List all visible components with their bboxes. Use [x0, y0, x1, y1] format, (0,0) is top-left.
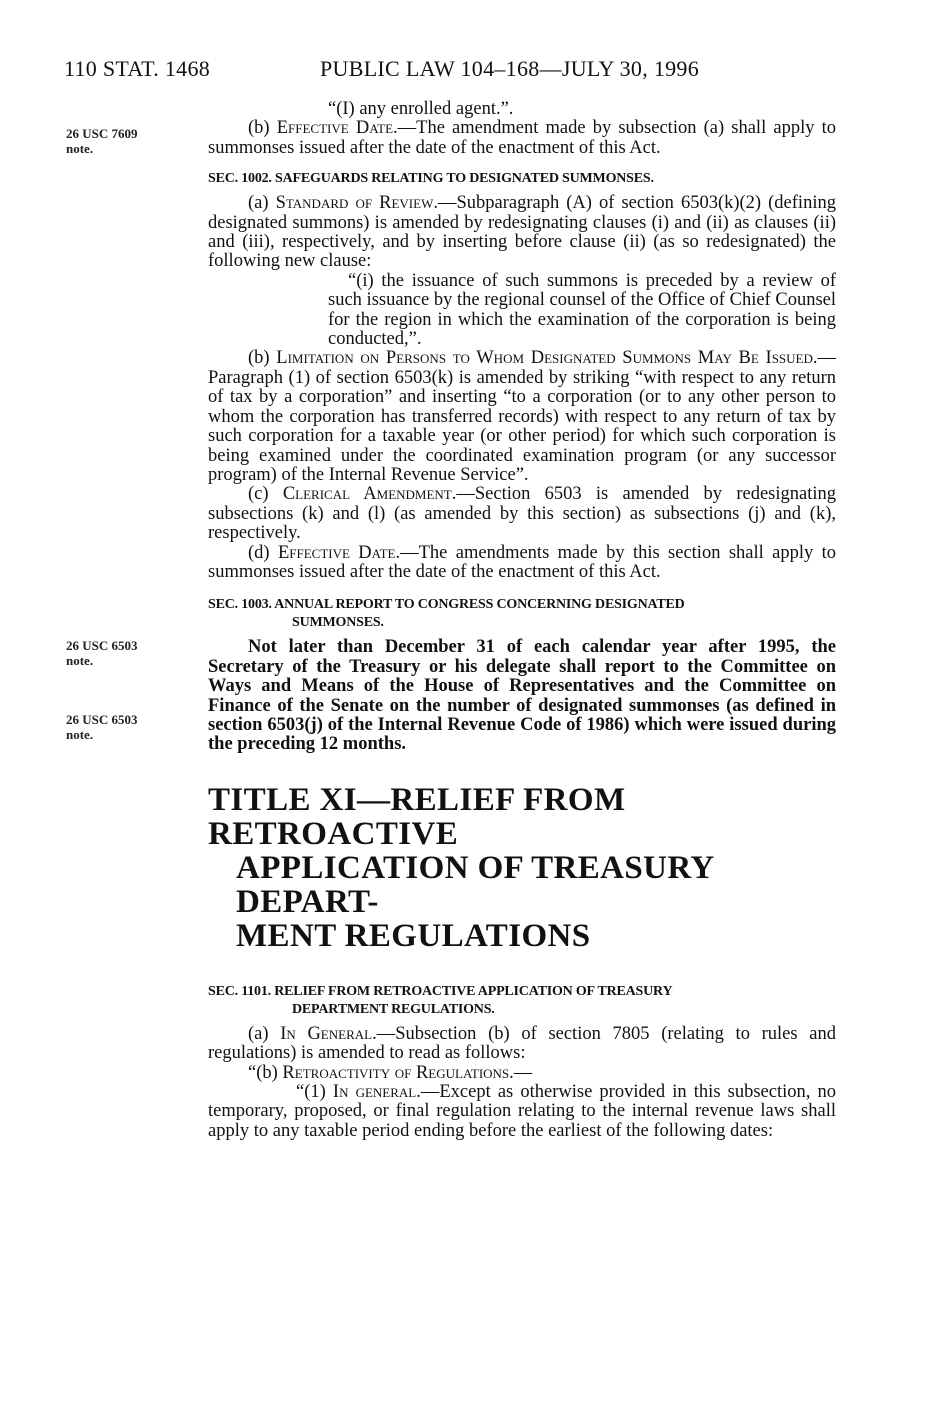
margin-note-6503-b: [66, 712, 138, 742]
paragraph-text: —: [513, 1062, 533, 1083]
paragraph-b-limitation: [208, 349, 836, 485]
margin-note-7609: [66, 126, 138, 156]
paragraph-1101-1: [208, 1083, 836, 1141]
section-1101-heading: [208, 983, 836, 1019]
section-heading-line: SEC. 1101. RELIEF FROM RETROACTIVE APPLICATION OF TREASURY: [208, 983, 673, 999]
title-xi-heading: [208, 783, 836, 953]
paragraph-heading: Limitation on Persons to Whom Designated Summons May Be Issued.: [276, 348, 818, 369]
section-heading-line: DEPARTMENT REGULATIONS.: [292, 1001, 495, 1017]
paragraph-text: —Paragraph (1) of section 6503(k) is amended by striking “with respect to any return of tax by a corporation” and inserting “to a corporation (or to any other person to whom the corporation has transferred records) with respect to any return of tax by such corporation for a taxable year (or other period) for which such corporation is being examined under the coordinated examination program (or any successor program) of the Internal Revenue Service”.: [208, 348, 837, 485]
margin-note-code: 26 USC 6503: [66, 638, 138, 653]
paragraph-label: (b): [248, 348, 277, 369]
paragraph-label: (a): [248, 1023, 281, 1044]
paragraph-text: —Except as otherwise provided in this subsection, no temporary, proposed, or final regulation relating to the internal revenue laws shall apply to any taxable period ending before the earliest of the following dates:: [208, 1082, 836, 1141]
margin-note-label: note.: [66, 653, 94, 668]
paragraph-heading: Clerical Amendment.: [282, 484, 457, 505]
paragraph-1101-a: [208, 1025, 836, 1064]
paragraph-label: (d): [248, 542, 278, 563]
title-line: MENT REGULATIONS: [236, 917, 591, 954]
paragraph-heading: Retroactivity of Regulations.: [282, 1062, 514, 1083]
paragraph-d-effective-date: [208, 544, 836, 583]
paragraph-heading: In General.: [280, 1023, 377, 1044]
paragraph-text: —Subsection (b) of section 7805 (relating to rules and regulations) is amended to read as follows:: [208, 1023, 836, 1064]
margin-note-code: 26 USC 7609: [66, 126, 138, 141]
paragraph-b-effective-date: [208, 119, 836, 158]
paragraph-a-standard-of-review: [208, 194, 836, 272]
title-line: APPLICATION OF TREASURY DEPART-: [236, 849, 714, 920]
paragraph-label: (b): [248, 118, 277, 139]
enrolled-agent-line: “(I) any enrolled agent.”.: [328, 99, 514, 119]
section-heading-line: SUMMONSES.: [292, 615, 384, 631]
section-heading-line: SEC. 1003. ANNUAL REPORT TO CONGRESS CONCERNING DESIGNATED: [208, 597, 685, 613]
paragraph-text: —The amendment made by subsection (a) shall apply to summonses issued after the date of the enactment of this Act.: [208, 118, 836, 158]
stat-page-number: 110 STAT. 1468: [64, 56, 211, 81]
public-law-title: PUBLIC LAW 104–168—JULY 30, 1996: [320, 56, 700, 81]
paragraph-heading: In general.: [332, 1082, 421, 1102]
margin-note-label: note.: [66, 727, 94, 742]
paragraph-label: “(b): [248, 1062, 283, 1083]
main-text-column: [208, 100, 836, 1141]
paragraph-c-clerical: [208, 485, 836, 543]
paragraph-text: —Section 6503 is amended by redesignating subsections (k) and (l) (as amended by this section) as subsections (j) and (k), respectively.: [208, 484, 836, 544]
title-line: TITLE XI—RELIEF FROM RETROACTIVE: [208, 781, 626, 852]
section-1002-heading: SEC. 1002. SAFEGUARDS RELATING TO DESIGNATED SUMMONSES.: [208, 171, 654, 187]
quoted-clause-i: “(i) the issuance of such summons is preceded by a review of such issuance by the regional counsel of the Office of Chief Counsel for the region in which the examination of the corporation is being conducted,”.: [328, 270, 836, 350]
paragraph-heading: Standard of Review.: [275, 193, 438, 214]
margin-note-label: note.: [66, 141, 94, 156]
paragraph-heading: Effective Date.: [277, 542, 401, 563]
paragraph-text: —The amendments made by this section shall apply to summonses issued after the date of the enactment of this Act.: [208, 542, 837, 582]
paragraph-heading: Effective Date.: [276, 118, 398, 139]
paragraph-label: (c): [248, 484, 283, 505]
paragraph-text: —Subparagraph (A) of section 6503(k)(2) (defining designated summons) is amended by redesignating clauses (i) and (ii) as clauses (ii) and (iii), respectively, and by inserting before clause (ii) (as so redesignated) the following new clause:: [208, 193, 836, 272]
paragraph-label: “(1): [296, 1082, 333, 1102]
margin-note-6503-a: [66, 638, 138, 668]
section-1003-heading: [208, 596, 836, 632]
margin-note-code: 26 USC 6503: [66, 712, 138, 727]
section-1003-text: Not later than December 31 of each calendar year after 1995, the Secretary of the Treasury or his delegate shall report to the Committee on Ways and Means of the House of Representatives and the Committee on Finance of the Senate on the number of designated summonses (as defined in section 6503(j) of the Internal Revenue Code of 1986) which were issued during the preceding 12 months.: [208, 637, 836, 755]
paragraph-1101-b: [208, 1064, 836, 1083]
paragraph-label: (a): [248, 193, 276, 214]
